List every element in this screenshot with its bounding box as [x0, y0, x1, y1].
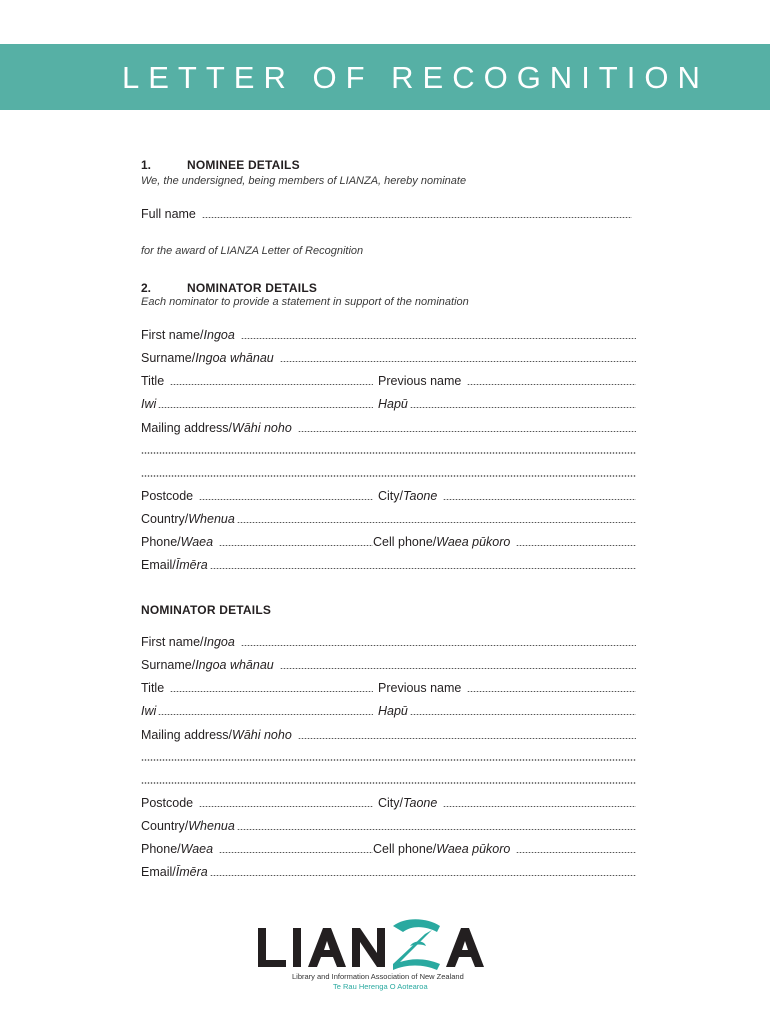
mailing-address-line[interactable]: [298, 431, 636, 432]
email-line[interactable]: [210, 568, 636, 569]
city-label: City/Taone: [378, 796, 438, 810]
mailing-address-line[interactable]: [298, 738, 636, 739]
mailing-address-label: Mailing address/Wāhi noho: [141, 728, 292, 742]
hapu-line[interactable]: [410, 407, 636, 408]
section-1-intro: We, the undersigned, being members of LIANZA, hereby nominate: [141, 175, 467, 187]
city-label: City/Taone: [378, 489, 438, 503]
previous-name-label: Previous name: [378, 681, 462, 695]
hapu-label: Hapū: [378, 397, 408, 411]
hapu-line[interactable]: [410, 714, 636, 715]
previous-name-line[interactable]: [467, 384, 636, 385]
title-line[interactable]: [170, 384, 373, 385]
title-previous-row: [141, 372, 636, 388]
postcode-label: Postcode: [141, 796, 194, 810]
hapu-label: Hapū: [378, 704, 408, 718]
section-2-intro: Each nominator to provide a statement in support of the nomination: [141, 296, 469, 308]
postcode-line[interactable]: [199, 499, 373, 500]
phone-cell-row: [141, 533, 636, 549]
iwi-line[interactable]: [158, 407, 373, 408]
email-label: Email/Īmēra: [141, 558, 208, 572]
email-field-2[interactable]: [141, 863, 636, 879]
mailing-address-line-3[interactable]: [141, 475, 636, 477]
postcode-line[interactable]: [199, 806, 373, 807]
first-name-line[interactable]: [241, 338, 636, 339]
logo-subtitle: Library and Information Association of New Zealand: [292, 972, 464, 981]
logo-subtitle-maori: Te Rau Herenga O Aotearoa: [333, 982, 428, 991]
iwi-hapu-row-2: [141, 702, 636, 718]
iwi-hapu-row: [141, 395, 636, 411]
cell-phone-label: Cell phone/Waea pūkoro: [373, 535, 511, 549]
phone-label: Phone/Waea: [141, 535, 214, 549]
postcode-label: Postcode: [141, 489, 194, 503]
section-2-title: NOMINATOR DETAILS: [187, 281, 318, 295]
country-line[interactable]: [237, 522, 636, 523]
postcode-city-row-2: [141, 794, 636, 810]
surname-field-2[interactable]: [141, 656, 636, 672]
first-name-label: First name/Ingoa: [141, 328, 235, 342]
surname-label: Surname/Ingoa whānau: [141, 351, 274, 365]
country-field-2[interactable]: [141, 817, 636, 833]
award-note: for the award of LIANZA Letter of Recognition: [141, 245, 364, 257]
iwi-label: Iwi: [141, 704, 157, 718]
mailing-address-field-2[interactable]: [141, 726, 636, 742]
title-line[interactable]: [170, 691, 373, 692]
full-name-field[interactable]: [141, 205, 636, 221]
country-label: Country/Whenua: [141, 819, 235, 833]
phone-line[interactable]: [219, 852, 373, 853]
first-name-field-2[interactable]: [141, 633, 636, 649]
full-name-line[interactable]: [202, 217, 632, 218]
full-name-label: Full name: [141, 207, 196, 221]
section-2-number: 2.: [141, 281, 152, 295]
first-name-line[interactable]: [241, 645, 636, 646]
surname-line[interactable]: [280, 361, 636, 362]
phone-label: Phone/Waea: [141, 842, 214, 856]
country-field[interactable]: [141, 510, 636, 526]
surname-label: Surname/Ingoa whānau: [141, 658, 274, 672]
city-line[interactable]: [443, 806, 636, 807]
section-3-title: NOMINATOR DETAILS: [141, 603, 272, 617]
section-1-number: 1.: [141, 158, 152, 172]
phone-line[interactable]: [219, 545, 373, 546]
mailing-address-line-3[interactable]: [141, 782, 636, 784]
cell-phone-label: Cell phone/Waea pūkoro: [373, 842, 511, 856]
page-title: LETTER OF RECOGNITION: [122, 60, 709, 95]
country-label: Country/Whenua: [141, 512, 235, 526]
first-name-field[interactable]: [141, 326, 636, 342]
city-line[interactable]: [443, 499, 636, 500]
surname-line[interactable]: [280, 668, 636, 669]
title-previous-row-2: [141, 679, 636, 695]
iwi-label: Iwi: [141, 397, 157, 411]
previous-name-label: Previous name: [378, 374, 462, 388]
title-label: Title: [141, 681, 165, 695]
email-line[interactable]: [210, 875, 636, 876]
first-name-label: First name/Ingoa: [141, 635, 235, 649]
email-label: Email/Īmēra: [141, 865, 208, 879]
previous-name-line[interactable]: [467, 691, 636, 692]
title-label: Title: [141, 374, 165, 388]
country-line[interactable]: [237, 829, 636, 830]
mailing-address-line-2[interactable]: [141, 452, 636, 454]
postcode-city-row: [141, 487, 636, 503]
mailing-address-line-2[interactable]: [141, 759, 636, 761]
cell-phone-line[interactable]: [516, 545, 636, 546]
email-field[interactable]: [141, 556, 636, 572]
mailing-address-label: Mailing address/Wāhi noho: [141, 421, 292, 435]
mailing-address-field[interactable]: [141, 419, 636, 435]
surname-field[interactable]: [141, 349, 636, 365]
phone-cell-row-2: [141, 840, 636, 856]
iwi-line[interactable]: [158, 714, 373, 715]
cell-phone-line[interactable]: [516, 852, 636, 853]
section-1-title: NOMINEE DETAILS: [187, 158, 300, 172]
